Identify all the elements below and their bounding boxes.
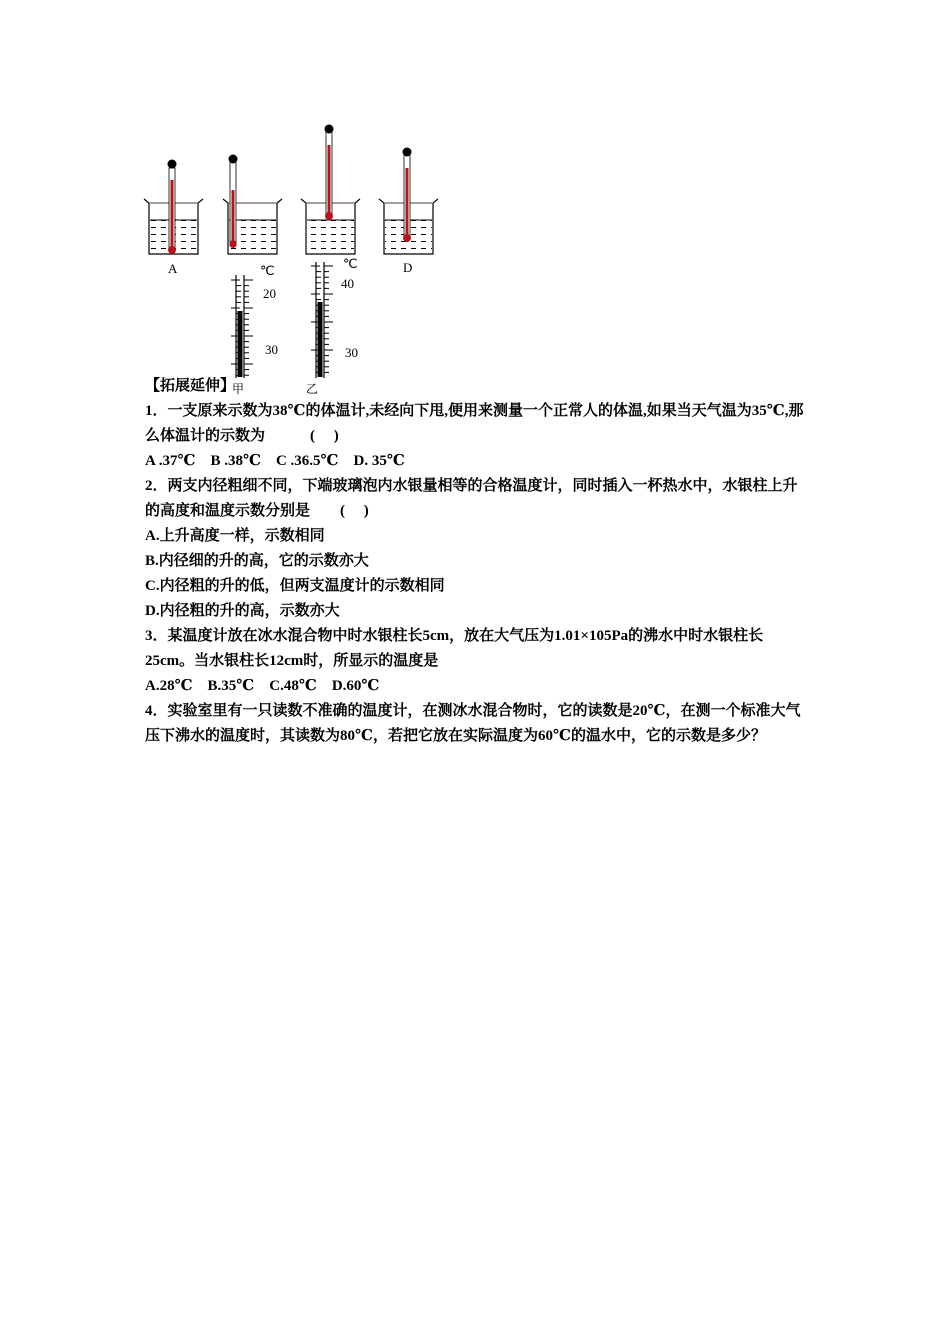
beaker-label-a: A <box>168 261 178 276</box>
question-block <box>145 374 810 749</box>
scale-yi-column <box>318 302 323 377</box>
question-2-option-d: D.内径粗的升的高，示数亦大 <box>145 603 340 619</box>
question-2-option-c: C.内径粗的升的低，但两支温度计的示数相同 <box>145 578 445 594</box>
scale-yi-tick-upper: 40 <box>341 276 354 291</box>
question-2-option-b: B.内径细的升的高，它的示数亦大 <box>145 553 369 569</box>
question-3: 3．某温度计放在冰水混合物中时水银柱长5cm，放在大气压为1.01×105Pa的沸水中时水银柱长25cm。当水银柱长12cm时，所显示的温度是 <box>145 628 764 669</box>
section-title: 【拓展延伸】$_甲$ $_乙$ <box>145 378 319 396</box>
thermometer-figure <box>0 0 950 400</box>
scale-yi <box>311 262 333 378</box>
beaker-a <box>144 160 203 255</box>
question-2-option-a: A.上升高度一样，示数相同 <box>145 528 325 544</box>
scale-jia-tick-upper: 20 <box>263 286 276 301</box>
beaker-c <box>301 125 360 255</box>
question-2: 2．两支内径粗细不同，下端玻璃泡内水银量相等的合格温度计，同时插入一杯热水中，水银柱上升的高度和温度示数分别是 ( ) <box>145 478 798 519</box>
celsius-symbol-top: ℃ <box>343 256 358 271</box>
beaker-b <box>223 155 282 255</box>
question-1: 1．一支原来示数为38℃的体温计,未经向下甩,便用来测量一个正常人的体温,如果当天气温为35℃,那么体温计的示数为 ( ) <box>145 403 804 444</box>
question-3-options: A.28℃ B.35℃ C.48℃ D.60℃ <box>145 678 380 694</box>
scale-jia <box>231 275 253 378</box>
question-4: 4．实验室里有一只读数不准确的温度计，在测冰水混合物时，它的读数是20℃，在测一个标准大气压下沸水的温度时，其读数为80℃，若把它放在实际温度为60℃的温水中，它的示数是多少？ <box>145 703 801 744</box>
beaker-d <box>379 148 438 255</box>
question-1-options: A .37℃ B .38℃ C .36.5℃ D. 35℃ <box>145 453 405 469</box>
scale-yi-tick-lower: 30 <box>345 345 358 360</box>
scale-jia-unit: ℃ <box>260 263 275 278</box>
scale-jia-caption: 甲 <box>232 382 245 396</box>
scale-jia-column <box>238 311 243 377</box>
beaker-label-d: D <box>403 260 413 275</box>
scale-yi-caption: 乙 <box>306 382 319 396</box>
scale-jia-tick-lower: 30 <box>265 342 278 357</box>
